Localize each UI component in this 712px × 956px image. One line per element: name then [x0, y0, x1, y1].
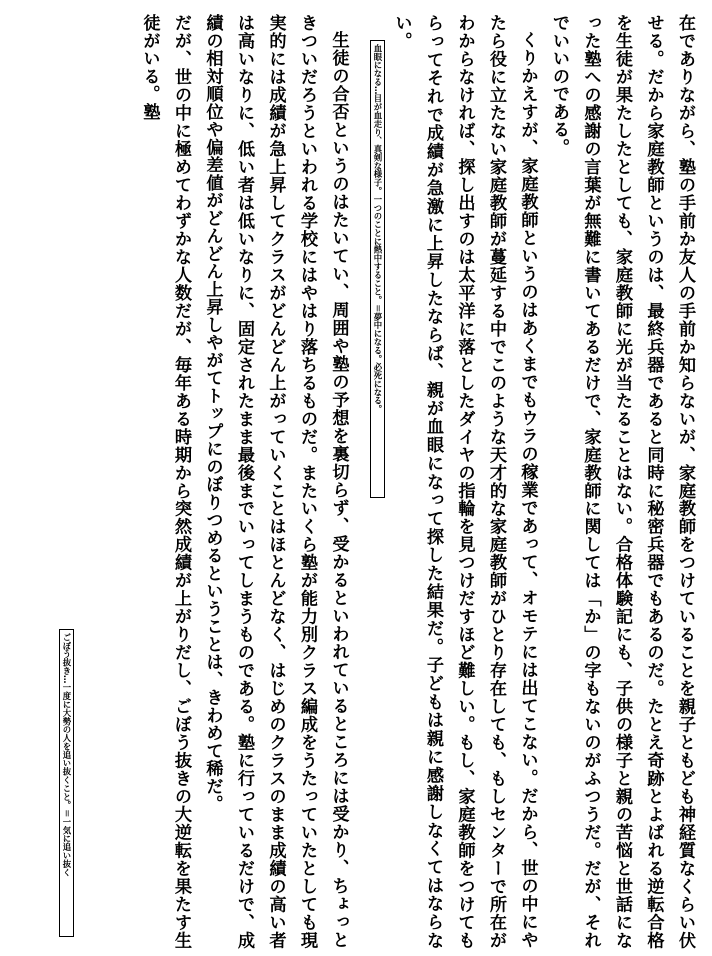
- gloss-note: 血眼になる…目が血走り、真剣な様子。一つのことに熱中すること。＝夢中になる。必死になる。: [370, 40, 385, 498]
- paragraph: だが、世の中に極めてわずかな人数だが、毎年ある時期から突然成績が上がりだし、ごぼう抜きの大逆転を果たす生徒がいる。塾: [139, 14, 191, 949]
- paragraph: 在でありながら、塾の手前か友人の手前か知らないが、家庭教師をつけていることを親子ともども神経質なくらい伏せる。だから家庭教師というのは、最終兵器であると同時に秘密兵器でもあるのだ。たとえ奇跡とよばれる逆転合格を生徒が果たしたとしても、家庭教師に光が当たることはない。合格体験記にも、子供の様子と親の苦悩と世話になった塾への感謝の言葉が無難に書いてあるだけで、家庭教師に関しては「か」の字もないのがふつうだ。だが、それでいいのである。: [549, 14, 695, 949]
- gloss-note: ごぼう抜き…一度に大勢の人を追い抜くこと。＝一気に追い抜く: [59, 629, 74, 937]
- paragraph: 生徒の合否というのはたいてい、周囲や塾の予想を裏切らず、受かるといわれているところには受かり、ちょっときついだろうといわれる学校にはやはり落ちるものだ。またいくら塾が能力別クラス編成をうたっていたとしても現実的には成績が急上昇してクラスがどんどん上がっていくことはほとんどなく、はじめのクラスのまま成績の高い者は高いなりに、低い者は低いなりに、固定されたまま最後までいってしまうものである。塾に行っているだけで、成績の相対順位や偏差値がどんどん上昇しやがてトップにのぼりつめるということは、きわめて稀だ。: [202, 14, 349, 949]
- body-text: [133, 14, 700, 949]
- paragraph: くりかえすが、家庭教師というのはあくまでもウラの稼業であって、オモテには出てこない。だから、世の中にやたら役に立たない家庭教師が蔓延する中でこのような天才的な家庭教師がひとり存在しても、もしセンターで所在がわからなければ、探し出すのは太平洋に落としたダイヤの指輪を見つけだすほど難しい。もし、家庭教師をつけてもらってそれで成績が急激に上昇したならば、親が血眼になって探した結果だ。子どもは親に感謝しなくてはならない。: [391, 14, 538, 949]
